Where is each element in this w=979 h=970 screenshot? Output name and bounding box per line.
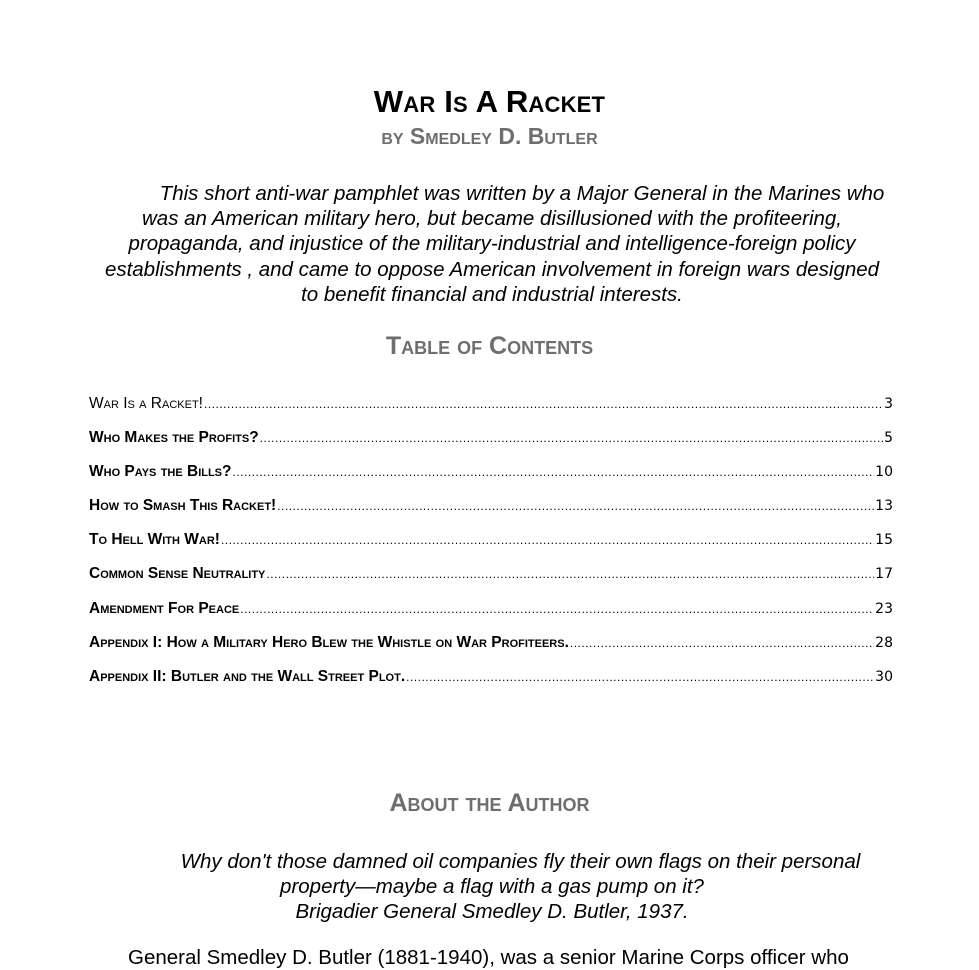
toc-entry-label: How to Smash This Racket! (89, 497, 277, 515)
intro-paragraph: This short anti-war pamphlet was written by a Major General in the Marines who was an American military hero, but became disillusioned with the profiteering, propaganda, and injustice of the military-industrial and intelligence-foreign policy establishments , and came to oppose American involvement in foreign wars designed to benefit financial and industrial interests. (104, 182, 885, 306)
toc-entry[interactable] (89, 429, 893, 463)
toc-entry-page: 15 (875, 532, 893, 549)
toc-entry[interactable] (89, 531, 893, 565)
toc-entry-page: 10 (875, 464, 893, 481)
toc-entry-label: Amendment For Peace (89, 599, 240, 617)
toc-entry-label: Appendix II: Butler and the Wall Street Plot. (89, 667, 406, 685)
toc-leader-dots (204, 397, 883, 411)
toc-leader-dots (221, 533, 874, 547)
toc-entry-page: 13 (875, 498, 893, 515)
toc-entry[interactable] (89, 634, 893, 668)
toc-leader-dots (260, 431, 883, 445)
quote-attribution: Brigadier General Smedley D. Butler, 1937. (295, 900, 689, 923)
toc-entry-label: Common Sense Neutrality (89, 565, 266, 583)
about-heading: About the Author (389, 789, 590, 817)
author-quote (96, 849, 888, 924)
toc-entry-page: 3 (884, 396, 893, 412)
toc-leader-dots (570, 636, 874, 650)
document-title: War Is A Racket (373, 84, 606, 119)
toc-entry-label: Who Pays the Bills? (89, 463, 232, 481)
toc-entry-page: 28 (875, 634, 893, 651)
toc-entry-label: To Hell With War! (89, 531, 220, 549)
toc-leader-dots (406, 670, 874, 684)
toc-entry-label: War Is a Racket! (89, 395, 203, 412)
toc-entry[interactable] (89, 395, 893, 429)
toc-leader-dots (266, 567, 874, 581)
toc-entry-page: 5 (884, 430, 893, 447)
toc-entry[interactable] (89, 600, 893, 634)
toc-entry-page: 23 (875, 600, 893, 617)
toc-entry[interactable] (89, 668, 893, 702)
table-of-contents (89, 395, 893, 702)
toc-entry[interactable] (89, 463, 893, 497)
toc-entry[interactable] (89, 497, 893, 531)
about-body-paragraph: General Smedley D. Butler (1881-1940), was a senior Marine Corps officer who (128, 946, 849, 969)
toc-leader-dots (233, 465, 875, 479)
toc-entry-label: Appendix I: How a Military Hero Blew the Whistle on War Profiteers. (89, 633, 569, 651)
toc-entry-page: 17 (875, 566, 893, 583)
toc-entry[interactable] (89, 565, 893, 599)
toc-heading: Table of Contents (385, 332, 594, 360)
document-subtitle: by Smedley D. Butler (381, 123, 598, 149)
toc-entry-label: Who Makes the Profits? (89, 429, 259, 447)
toc-leader-dots (240, 602, 874, 616)
quote-text: Why don't those damned oil companies fly their own flags on their personal property—maybe a flag with a gas pump on it? (180, 850, 861, 898)
toc-entry-page: 30 (875, 668, 893, 685)
toc-leader-dots (277, 499, 874, 513)
